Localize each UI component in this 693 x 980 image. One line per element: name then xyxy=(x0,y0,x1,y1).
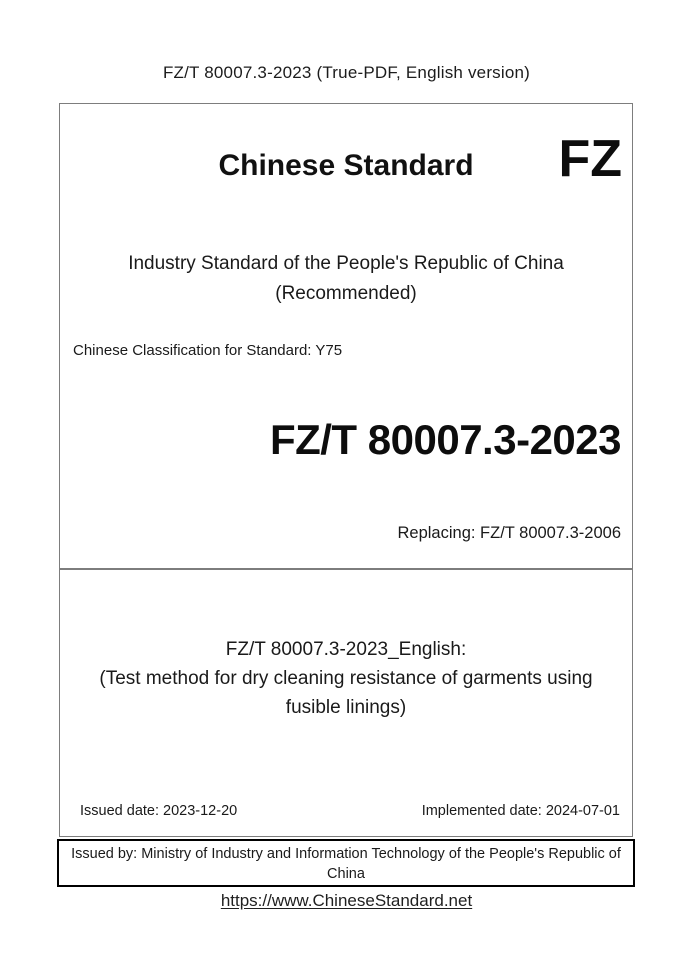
implemented-date: Implemented date: 2024-07-01 xyxy=(421,803,620,819)
footer-link-wrap xyxy=(0,891,693,911)
standard-type-line1: Industry Standard of the People's Republic of China xyxy=(128,253,564,274)
issuer-box xyxy=(57,839,635,887)
document-header-title: FZ/T 80007.3-2023 (True-PDF, English version) xyxy=(162,63,531,82)
english-title-block xyxy=(60,635,632,722)
website-link[interactable]: https://www.ChineseStandard.net xyxy=(220,891,473,910)
standard-number: FZ/T 80007.3-2023 xyxy=(269,416,621,463)
english-title-line2: (Test method for dry cleaning resistance of garments using xyxy=(99,668,593,689)
fz-logo: FZ xyxy=(558,130,622,188)
brand-title: Chinese Standard xyxy=(218,149,474,182)
english-title-line1: FZ/T 80007.3-2023_English: xyxy=(225,639,467,660)
issued-date: Issued date: 2023-12-20 xyxy=(80,803,238,819)
standard-type-line2: (Recommended) xyxy=(275,283,417,304)
cover-box xyxy=(59,103,633,837)
replacing-note: Replacing: FZ/T 80007.3-2006 xyxy=(397,524,621,542)
english-title-line3: fusible linings) xyxy=(285,697,407,718)
divider-line xyxy=(59,568,633,570)
issuer-line2: China xyxy=(327,866,365,882)
issuer-line1: Issued by: Ministry of Industry and Information Technology of the People's Republic of xyxy=(71,846,621,862)
classification-code: Chinese Classification for Standard: Y75 xyxy=(73,342,343,359)
